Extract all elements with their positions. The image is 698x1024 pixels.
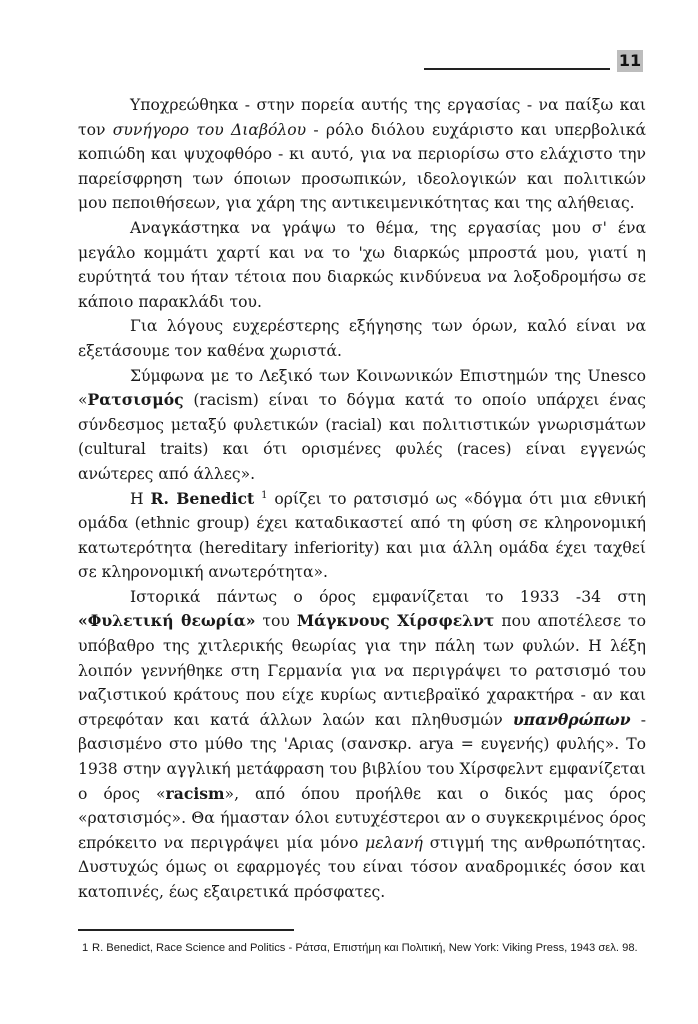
text-run: ορίζει το ρατσισμό ως «δόγμα ότι μια εθνική ομάδα (ethnic group) έχει καταδικαστεί από τη φύση σε κληρονομική κατωτερότητα (hereditary inferiority) και μια άλλη ομάδα έχει ταχθεί σε κληρονομική ανωτερότητα».: [78, 489, 647, 582]
paragraph: [78, 585, 646, 905]
text-run: - ρόλο διόλου ευχάριστο και υπερβολικά κοπιώδη και ψυχοφθόρο - κι αυτό, για να περιορίσω στο ελάχιστο την παρείσφρηση των όποιων προσωπικών, ιδεολογικών και πολιτικών μου πεποιθήσεων, για χάρη της αντικειμενικότητας και της αλήθειας.: [78, 120, 647, 213]
page-number: 11: [618, 51, 642, 70]
text-run: Ιστορικά πάντως ο όρος εμφανίζεται το 1933 -34 στη: [130, 587, 646, 606]
text-run: στιγμή της ανθρωπότητας. Δυστυχώς όμως οι εφαρμογές του είναι τόσον αναδρομικές όσον και κατοπινές, έως εξαιρετικά πρόσφατες.: [78, 833, 646, 901]
text-run: Υποχρεώθηκα - στην πορεία αυτής της εργασίας - να παίξω και τον: [78, 96, 646, 139]
text-run: Σύμφωνα με το Λεξικό των Κοινωνικών Επιστημών της Unesco «: [78, 366, 646, 410]
footnote-mark: 1: [82, 942, 89, 954]
text-run: Αναγκάστηκα να γράψω το θέμα, της εργασίας μου σ' ένα μεγάλο κομμάτι χαρτί και να το 'χω διαρκώς μπροστά μου, γιατί η ευρύτητά του ήταν τέτοια που διαρκώς κινδύνευα να λοξοδρομήσω σε κάποιο παρακλάδι του.: [78, 218, 646, 311]
text-run: », από όπου προήλθε και ο δικός μας όρος «ρατσισμός». Θα ήμασταν όλοι ευτυχέστεροι αν ο συγκεκριμένος όρος επρόκειτο να περιγράψει μία μόνο: [78, 784, 646, 852]
text-run: Η: [130, 489, 151, 508]
header-rule: [424, 68, 610, 70]
footnote-ref: 1: [261, 489, 268, 501]
emphasis-text: «Φυλετική θεωρία»: [78, 611, 256, 631]
text-run: που αποτέλεσε το υπόβαθρο της χιτλερικής θεωρίας για την πάλη των φυλών. Η λέξη λοιπόν γεννήθηκε στη Γερμανία για να περιγράψει το ρατσισμό του ναζιστικού κράτους που είχε κυρίως αντιεβραϊκό χαρακτήρα - αν και στρεφόταν και κατά άλλων λαών και πληθυσμών: [78, 612, 646, 729]
paragraph: [78, 216, 646, 314]
emphasis-text: Ρατσισμός: [87, 390, 184, 410]
emphasis-text: συνήγορο του Διαβόλου: [112, 120, 307, 139]
emphasis-text: Μάγκνους Χίρσφελντ: [296, 611, 495, 631]
footnote-rule: [78, 929, 294, 931]
paragraph: [78, 314, 646, 363]
emphasis-text: μελανή: [365, 833, 423, 852]
emphasis-text: racism: [165, 783, 225, 803]
footnote-text: R. Benedict, Race Science and Politics - Ράτσα, Επιστήμη και Πολιτική, New York: Viking Press, 1943 σελ. 98.: [92, 942, 638, 954]
text-run: του: [255, 612, 297, 631]
footnote: [82, 940, 652, 957]
text-run: (racism) είναι το δόγμα κατά το οποίο υπάρχει ένας σύνδεσμος μεταξύ φυλετικών (racial) και πολιτιστικών γνωρισμάτων (cultural traits) και ότι ορισμένες φυλές (races) είναι εγγενώς ανώτερες από άλλες».: [78, 391, 646, 483]
text-run: - βασισμένο στο μύθο της 'Αριας (σανσκρ. arya = ευγενής) φυλής». Το 1938 στην αγγλική μετάφραση του βιβλίου του Χίρσφελντ εμφανίζεται ο όρος «: [78, 710, 646, 803]
emphasis-text: υπανθρώπων: [512, 709, 631, 729]
emphasis-text: R. Benedict: [150, 488, 255, 508]
paragraph: [78, 364, 646, 487]
text-run: Για λόγους ευχερέστερης εξήγησης των όρων, καλό είναι να εξετάσουμε τον καθένα χωριστά.: [78, 317, 646, 360]
paragraph: [78, 93, 646, 216]
paragraph: [78, 487, 646, 585]
body-text: [78, 93, 646, 905]
